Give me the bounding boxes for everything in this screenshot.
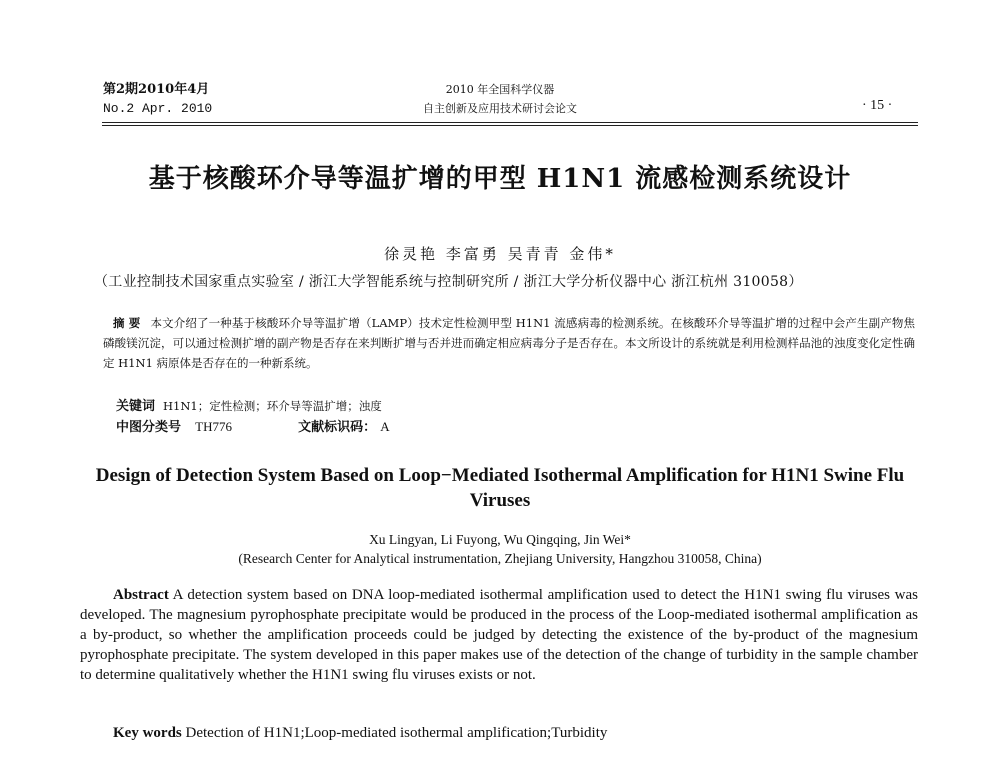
issue-en: No.2 Apr. 2010: [103, 101, 213, 116]
issue-cn: 第2期2010年4月: [103, 82, 210, 97]
affiliation-cn: （工业控制技术国家重点实验室 / 浙江大学智能系统与控制研究所 / 浙江大学分析仪器中心 浙江杭州 310058）: [94, 274, 803, 290]
authors-en: Xu Lingyan, Li Fuyong, Wu Qingqing, Jin Wei*: [369, 532, 631, 547]
affiliation-en: (Research Center for Analytical instrumentation, Zhejiang University, Hangzhou 310058, China): [238, 551, 762, 566]
clc-label: 中图分类号: [116, 420, 182, 435]
paper-title-en: Design of Detection System Based on Loop−Mediated Isothermal Amplification for H1N1 Swine Flu Viruses: [95, 465, 905, 511]
page-number: · 15 ·: [862, 98, 893, 113]
conference-name: 2010 年全国科学仪器: [445, 83, 555, 96]
keywords-en: [113, 725, 607, 742]
keywords-en-label: Key words: [113, 725, 182, 741]
doc-code-label: 文献标识码：: [298, 420, 377, 435]
conference-header: [0, 80, 1000, 118]
header-rule-top: [102, 122, 918, 123]
keywords-en-text: Detection of H1N1;Loop-mediated isothermal amplification;Turbidity: [181, 725, 608, 741]
abstract-cn-label: 摘 要: [113, 316, 141, 330]
abstract-en: [80, 585, 918, 685]
authors-cn: 徐灵艳 李富勇 吴青青 金伟*: [384, 245, 616, 263]
paper-title-cn: 基于核酸环介导等温扩增的甲型 H1N1 流感检测系统设计: [148, 164, 852, 194]
keywords-cn-text: H1N1；定性检测；环介导等温扩增；浊度: [163, 399, 382, 413]
conference-subtitle: 自主创新及应用技术研讨会论文: [423, 102, 577, 115]
abstract-cn-text: 本文介绍了一种基于核酸环介导等温扩增（LAMP）技术定性检测甲型 H1N1 流感病毒的检测系统。在核酸环介导等温扩增的过程中会产生副产物焦磷酸镁沉淀，可以通过检测扩增的副产物是否存在来判断扩增与否并进而确定相应病毒分子是否存在。本文所设计的系统就是利用检测样品池的浊度变化定性确定 H1N1 病原体是否存在的一种新系统。: [103, 316, 915, 370]
classification-cn: [116, 416, 390, 435]
header-rule-bottom: [102, 125, 918, 126]
keywords-cn: [116, 395, 382, 414]
doc-code-value: A: [380, 419, 390, 434]
abstract-en-label: Abstract: [113, 587, 169, 603]
abstract-cn: [103, 313, 915, 373]
abstract-en-text: A detection system based on DNA loop-mediated isothermal amplification used to detect the H1N1 swing flu viruses was developed. The magnesium pyrophosphate precipitate would be produced in the process of the Loop-mediated isothermal amplification as a by-product, so whether the amplification proceeds could be judged by detecting the existence of the by-product of the magnesium pyrophosphate precipitate. The system developed in this paper makes use of the detection of the change of turbidity in the sample chamber to determine qualitatively whether the H1N1 swing flu viruses exists or not.: [80, 587, 918, 683]
clc-value: TH776: [195, 419, 232, 434]
keywords-cn-label: 关键词: [116, 399, 156, 414]
